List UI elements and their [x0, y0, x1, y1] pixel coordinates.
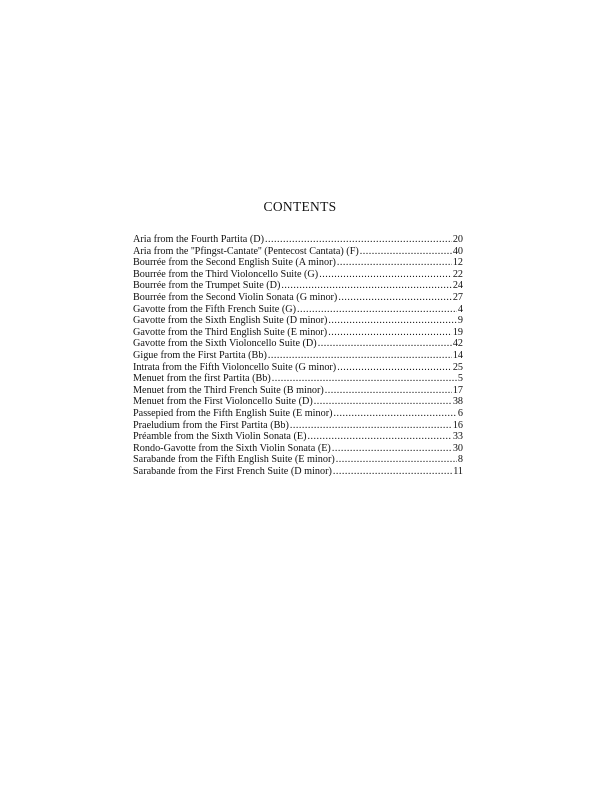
- toc-entry: [133, 431, 463, 443]
- toc-entry-title: Menuet from the first Partita (Bb): [133, 373, 271, 385]
- toc-entry: [133, 396, 463, 408]
- dot-leader: [333, 408, 456, 420]
- dot-leader: [338, 292, 451, 304]
- toc-entry-title: Rondo-Gavotte from the Sixth Violin Sonata (E): [133, 442, 331, 454]
- toc-entry: [133, 454, 463, 466]
- dot-leader: [268, 350, 452, 362]
- toc-entry-title: Sarabande from the First French Suite (D minor): [133, 465, 332, 477]
- toc-entry: [133, 385, 463, 397]
- toc-entry: [133, 466, 463, 478]
- toc-entry: [133, 234, 463, 246]
- toc-entry: [133, 280, 463, 292]
- toc-entry-page-number: 11: [453, 465, 463, 477]
- toc-entry-page-number: 17: [452, 384, 463, 396]
- toc-entry-title: Gavotte from the Third English Suite (E minor): [133, 326, 328, 338]
- dot-leader: [297, 304, 457, 316]
- toc-entry-page-number: 16: [452, 419, 463, 431]
- toc-entry: [133, 246, 463, 258]
- toc-entry-page-number: 9: [457, 315, 463, 327]
- toc-entry-title: Préamble from the Sixth Violin Sonata (E): [133, 431, 307, 443]
- toc-entry: [133, 315, 463, 327]
- toc-entry: [133, 443, 463, 455]
- toc-entry-title: Menuet from the Third French Suite (B minor): [133, 384, 324, 396]
- dot-leader: [333, 466, 452, 478]
- toc-entry-page-number: 14: [452, 349, 463, 361]
- toc-entry: [133, 304, 463, 316]
- toc-entry-title: Passepied from the Fifth English Suite (E minor): [133, 407, 333, 419]
- dot-leader: [265, 234, 452, 246]
- toc-entry-title: Menuet from the First Violoncello Suite (D): [133, 396, 313, 408]
- dot-leader: [332, 443, 452, 455]
- toc-entry-page-number: 6: [457, 407, 463, 419]
- toc-entry-title: Bourrée from the Second Violin Sonata (G minor): [133, 291, 338, 303]
- dot-leader: [281, 280, 451, 292]
- table-of-contents: [133, 234, 463, 477]
- toc-entry: [133, 362, 463, 374]
- toc-entry-title: Bourrée from the Second English Suite (A minor): [133, 257, 336, 269]
- toc-entry-page-number: 33: [452, 431, 463, 443]
- toc-entry-title: Aria from the ''Pfingst-Cantate'' (Pentecost Cantata) (F): [133, 245, 359, 257]
- dot-leader: [308, 431, 452, 443]
- dot-leader: [272, 373, 457, 385]
- toc-entry-page-number: 19: [452, 326, 463, 338]
- toc-entry-title: Aria from the Fourth Partita (D): [133, 234, 264, 245]
- toc-entry-page-number: 12: [452, 257, 463, 269]
- page-title: CONTENTS: [263, 199, 337, 214]
- dot-leader: [290, 420, 452, 432]
- dot-leader: [328, 327, 452, 339]
- toc-entry: [133, 338, 463, 350]
- toc-entry: [133, 292, 463, 304]
- toc-entry-page-number: 20: [452, 234, 463, 245]
- toc-entry-page-number: 22: [452, 268, 463, 280]
- dot-leader: [337, 257, 452, 269]
- toc-entry-title: Intrata from the Fifth Violoncello Suite (G minor): [133, 361, 337, 373]
- dot-leader: [336, 454, 457, 466]
- dot-leader: [337, 362, 452, 374]
- toc-entry-title: Sarabande from the Fifth English Suite (E minor): [133, 454, 335, 466]
- toc-entry-title: Bourrée from the Third Violoncello Suite (G): [133, 268, 319, 280]
- dot-leader: [314, 396, 452, 408]
- toc-entry-title: Gigue from the First Partita (Bb): [133, 349, 267, 361]
- toc-entry: [133, 408, 463, 420]
- toc-entry-title: Gavotte from the Fifth French Suite (G): [133, 303, 296, 315]
- toc-entry: [133, 420, 463, 432]
- toc-entry-page-number: 42: [452, 338, 463, 350]
- toc-entry: [133, 257, 463, 269]
- dot-leader: [325, 385, 452, 397]
- toc-entry-page-number: 8: [457, 454, 463, 466]
- toc-entry: [133, 373, 463, 385]
- toc-entry-page-number: 30: [452, 442, 463, 454]
- toc-entry-page-number: 38: [452, 396, 463, 408]
- toc-entry-page-number: 24: [452, 280, 463, 292]
- toc-entry-title: Gavotte from the Sixth Violoncello Suite (D): [133, 338, 317, 350]
- toc-entry-title: Bourrée from the Trumpet Suite (D): [133, 280, 281, 292]
- toc-entry: [133, 269, 463, 281]
- toc-entry-title: Praeludium from the First Partita (Bb): [133, 419, 289, 431]
- toc-entry-title: Gavotte from the Sixth English Suite (D minor): [133, 315, 328, 327]
- toc-entry-page-number: 4: [457, 303, 463, 315]
- dot-leader: [318, 338, 452, 350]
- toc-entry-page-number: 5: [457, 373, 463, 385]
- dot-leader: [319, 269, 452, 281]
- toc-entry: [133, 350, 463, 362]
- toc-entry-page-number: 27: [452, 291, 463, 303]
- dot-leader: [360, 246, 452, 258]
- toc-entry-page-number: 40: [452, 245, 463, 257]
- dot-leader: [328, 315, 457, 327]
- toc-entry: [133, 327, 463, 339]
- toc-entry-page-number: 25: [452, 361, 463, 373]
